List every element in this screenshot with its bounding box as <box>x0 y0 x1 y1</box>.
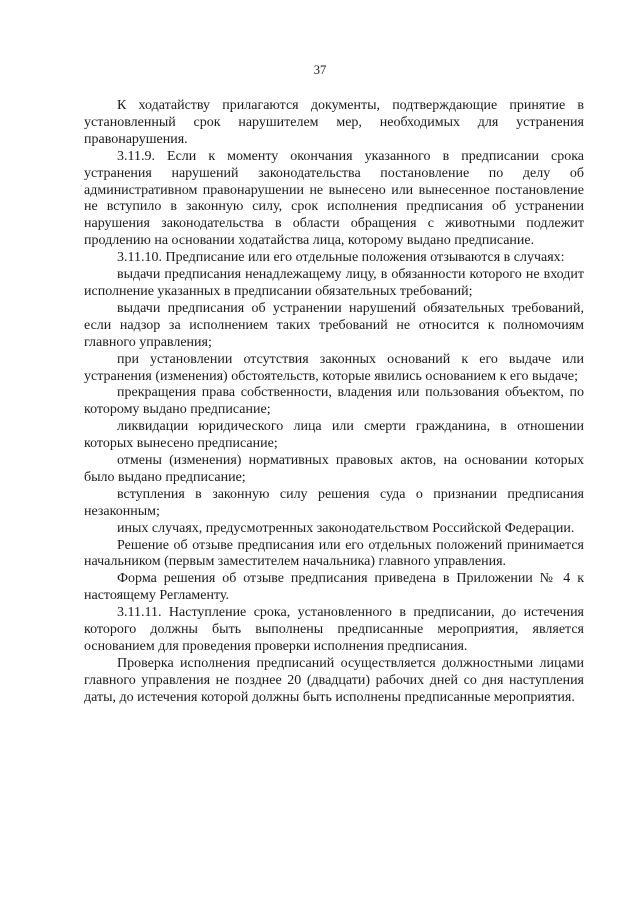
paragraph: Форма решения об отзыве предписания приведена в Приложении № 4 к настоящему Регламенту. <box>84 571 584 604</box>
page-number: 37 <box>313 63 327 77</box>
document-body <box>84 98 584 707</box>
paragraph: К ходатайству прилагаются документы, подтверждающие принятие в установленный срок нарушителем мер, необходимых для устранения правонарушения. <box>84 98 584 147</box>
paragraph: ликвидации юридического лица или смерти гражданина, в отношении которых вынесено предписание; <box>84 419 584 452</box>
paragraph: выдачи предписания ненадлежащему лицу, в обязанности которого не входит исполнение указанных в предписании обязательных требований; <box>84 267 584 299</box>
paragraph: отмены (изменения) нормативных правовых актов, на основании которых было выдано предписание; <box>84 453 584 485</box>
paragraph: выдачи предписания об устранении нарушений обязательных требований, если надзор за исполнением таких требований не относится к полномочиям главного управления; <box>84 300 584 350</box>
paragraph: 3.11.10. Предписание или его отдельные положения отзываются в случаях: <box>117 250 565 266</box>
paragraph: Решение об отзыве предписания или его отдельных положений принимается начальником (первым заместителем начальника) главного управления. <box>84 537 584 570</box>
paragraph: 3.11.9. Если к моменту окончания указанного в предписании срока устранения нарушений законодательства постановление по делу об административном правонарушении не вынесено или вынесенное постановление не вступило в законную силу, срок исполнения предписания об устранении нарушения законодательства в области обращения с животными подлежит продлению на основании ходатайства лица, которому выдано предписание. <box>84 148 584 249</box>
paragraph: прекращения права собственности, владения или пользования объектом, по которому выдано предписание; <box>84 385 584 418</box>
paragraph: при установлении отсутствия законных оснований к его выдаче или устранения (изменения) обстоятельств, которые явились основанием к его выдаче; <box>84 351 584 384</box>
paragraph: вступления в законную силу решения суда о признании предписания незаконным; <box>84 486 584 519</box>
paragraph: Проверка исполнения предписаний осуществляется должностными лицами главного управления не позднее 20 (двадцати) рабочих дней со дня наступления даты, до истечения которой должны быть исполнены предписанные мероприятия. <box>84 655 584 705</box>
paragraph: иных случаях, предусмотренных законодательством Российской Федерации. <box>117 520 575 536</box>
paragraph: 3.11.11. Наступление срока, установленного в предписании, до истечения которого должны быть выполнены предписанные мероприятия, является основанием для проведения проверки исполнения предписания. <box>84 605 584 654</box>
